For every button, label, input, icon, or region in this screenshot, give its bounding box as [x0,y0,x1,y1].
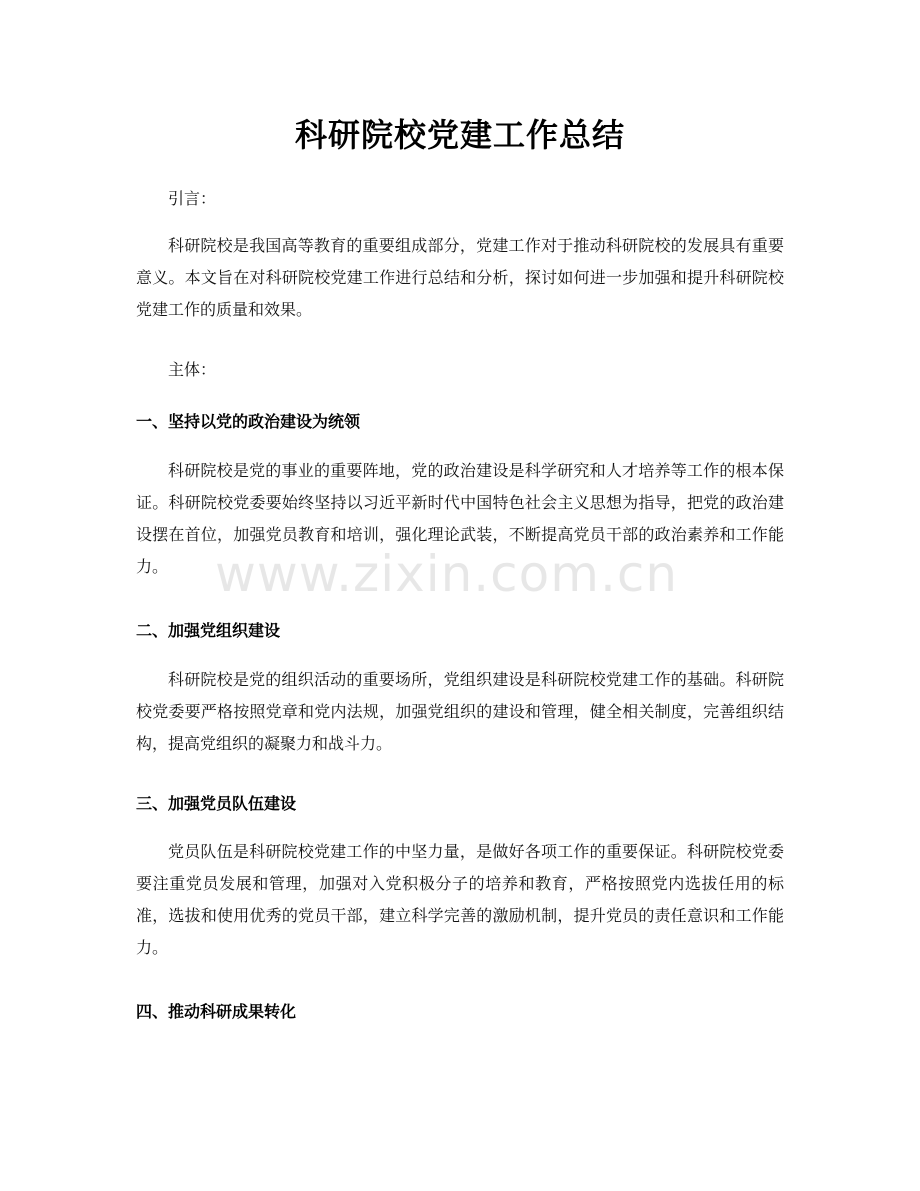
section-heading-2: 二、加强党组织建设 [136,621,281,640]
section-heading-3: 三、加强党员队伍建设 [136,794,297,813]
section-paragraph-3: 党员队伍是科研院校党建工作的中坚力量，是做好各项工作的重要保证。科研院校党委要注重党员发展和管理，加强对入党积极分子的培养和教育，严格按照党内选拔任用的标准，选拔和使用优秀的党员干部，建立科学完善的激励机制，提升党员的责任意识和工作能力。 [136,842,784,957]
section-heading-1: 一、坚持以党的政治建设为统领 [136,412,361,431]
section-paragraph-1: 科研院校是党的事业的重要阵地，党的政治建设是科学研究和人才培养等工作的根本保证。科研院校党委要始终坚持以习近平新时代中国特色社会主义思想为指导，把党的政治建设摆在首位，加强党员教育和培训，强化理论武装，不断提高党员干部的政治素养和工作能力。 [136,461,784,576]
intro-label: 引言： [168,189,217,208]
section-heading-4: 四、推动科研成果转化 [136,1002,297,1021]
section-paragraph-2: 科研院校是党的组织活动的重要场所，党组织建设是科研院校党建工作的基础。科研院校党委要严格按照党章和党内法规，加强党组织的建设和管理，健全相关制度，完善组织结构，提高党组织的凝聚力和战斗力。 [136,670,784,753]
watermark: www.zixin.com.cn [215,545,679,603]
body-label: 主体： [168,360,217,379]
intro-paragraph: 科研院校是我国高等教育的重要组成部分，党建工作对于推动科研院校的发展具有重要意义。本文旨在对科研院校党建工作进行总结和分析，探讨如何进一步加强和提升科研院校党建工作的质量和效果。 [136,236,784,319]
document-title: 科研院校党建工作总结 [294,116,625,154]
